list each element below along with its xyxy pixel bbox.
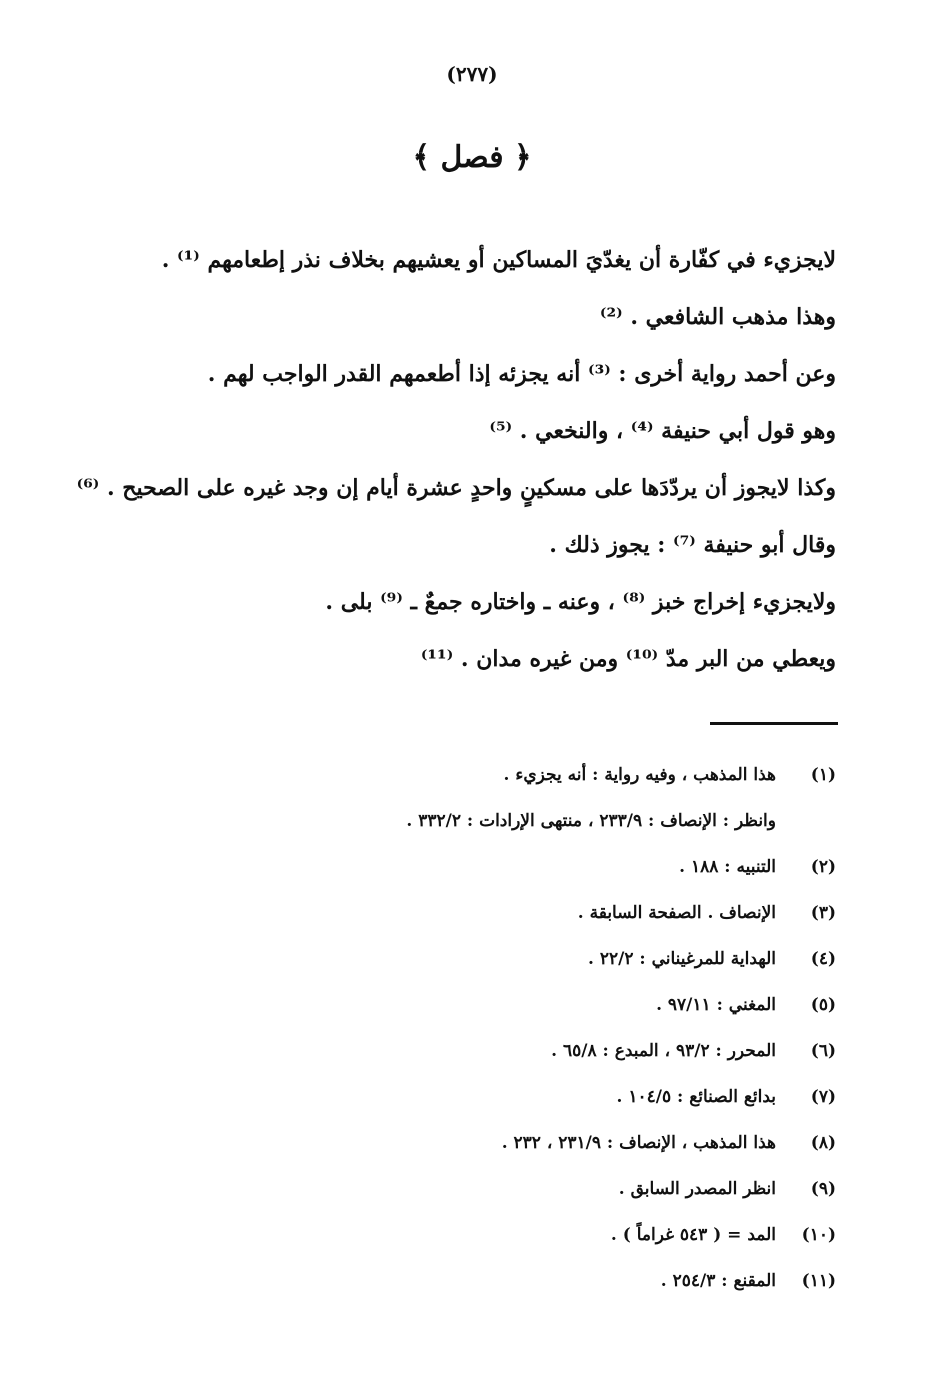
body-line: وقال أبو حنيفة ⁽⁷⁾ : يجوز ذلك . (549, 532, 836, 558)
footnote-text: الهداية للمرغيناني : ٢٢/٢ . (588, 949, 776, 969)
body-line: ويعطي من البر مدّ ⁽¹⁰⁾ ومن غيره مدان . ⁽¹¹⁾ (420, 646, 836, 672)
footnote-text: انظر المصدر السابق . (618, 1179, 776, 1199)
footnote (276, 1166, 836, 1212)
footnote-separator (710, 722, 838, 725)
footnote-text: المغني : ٩٧/١١ . (656, 995, 776, 1015)
footnote-number: (٢) (810, 857, 836, 877)
body-line: وهو قول أبي حنيفة ⁽⁴⁾ ، والنخعي . ⁽⁵⁾ (489, 418, 836, 444)
footnote (276, 890, 836, 936)
footnote-text: المقنع : ٢٥٤/٣ . (660, 1271, 776, 1291)
footnote (276, 752, 836, 798)
body-line: وعن أحمد رواية أخرى : ⁽³⁾ أنه يجزئه إذا أطعمهم القدر الواجب لهم . (207, 361, 836, 387)
footnote-number: (٤) (810, 949, 836, 969)
footnote-text: بدائع الصنائع : ١٠٤/٥ . (616, 1087, 776, 1107)
footnote-text: المحرر : ٩٣/٢ ، المبدع : ٦٥/٨ . (551, 1041, 776, 1061)
footnote (276, 1212, 836, 1258)
footnote-text: هذا المذهب ، الإنصاف : ٢٣١/٩ ، ٢٣٢ . (501, 1133, 776, 1153)
footnote-number: (٦) (810, 1041, 836, 1061)
footnote-number: (١) (810, 765, 836, 785)
body-text (76, 232, 836, 688)
footnote-number: (٣) (810, 903, 836, 923)
footnote (276, 1258, 836, 1304)
footnote (276, 1074, 836, 1120)
footnote (276, 982, 836, 1028)
footnote (276, 1120, 836, 1166)
footnote-number: (١١) (801, 1271, 836, 1291)
footnote (276, 844, 836, 890)
footnote-continuation: وانظر : الإنصاف : ٢٣٣/٩ ، منتهى الإرادات : ٣٣٢/٢ . (406, 811, 776, 831)
footnote-text: الإنصاف . الصفحة السابقة . (577, 903, 776, 923)
footnote (276, 936, 836, 982)
body-line: وكذا لايجوز أن يردّدَها على مسكينٍ واحدٍ عشرة أيام إن وجد غيره على الصحيح . ⁽⁶⁾ (76, 475, 836, 501)
section-title: ﴿ فصل ﴾ (412, 140, 532, 175)
footnote-text: هذا المذهب ، وفيه رواية : أنه يجزيء . (503, 765, 776, 785)
footnotes (276, 752, 836, 1304)
body-line: ولايجزيء إخراج خبز ⁽⁸⁾ ، وعنه ـ واختاره جمعٌ ـ ⁽⁹⁾ بلى . (325, 589, 836, 615)
footnote-number: (٧) (810, 1087, 836, 1107)
footnote-number: (١٠) (801, 1225, 836, 1245)
body-line: وهذا مذهب الشافعي . ⁽²⁾ (599, 304, 836, 330)
footnote-number: (٨) (810, 1133, 836, 1153)
footnote-text: المد = ( ٥٤٣ غراماً ) . (610, 1225, 776, 1245)
page-number: (٢٧٧) (446, 62, 498, 86)
footnote-number: (٥) (810, 995, 836, 1015)
footnote-number: (٩) (810, 1179, 836, 1199)
footnote (276, 1028, 836, 1074)
body-line: لايجزيء في كفّارة أن يغدّيَ المساكين أو يعشيهم بخلاف نذر إطعامهم ⁽¹⁾ . (161, 247, 836, 273)
footnote-text: التنبيه : ١٨٨ . (679, 857, 776, 877)
